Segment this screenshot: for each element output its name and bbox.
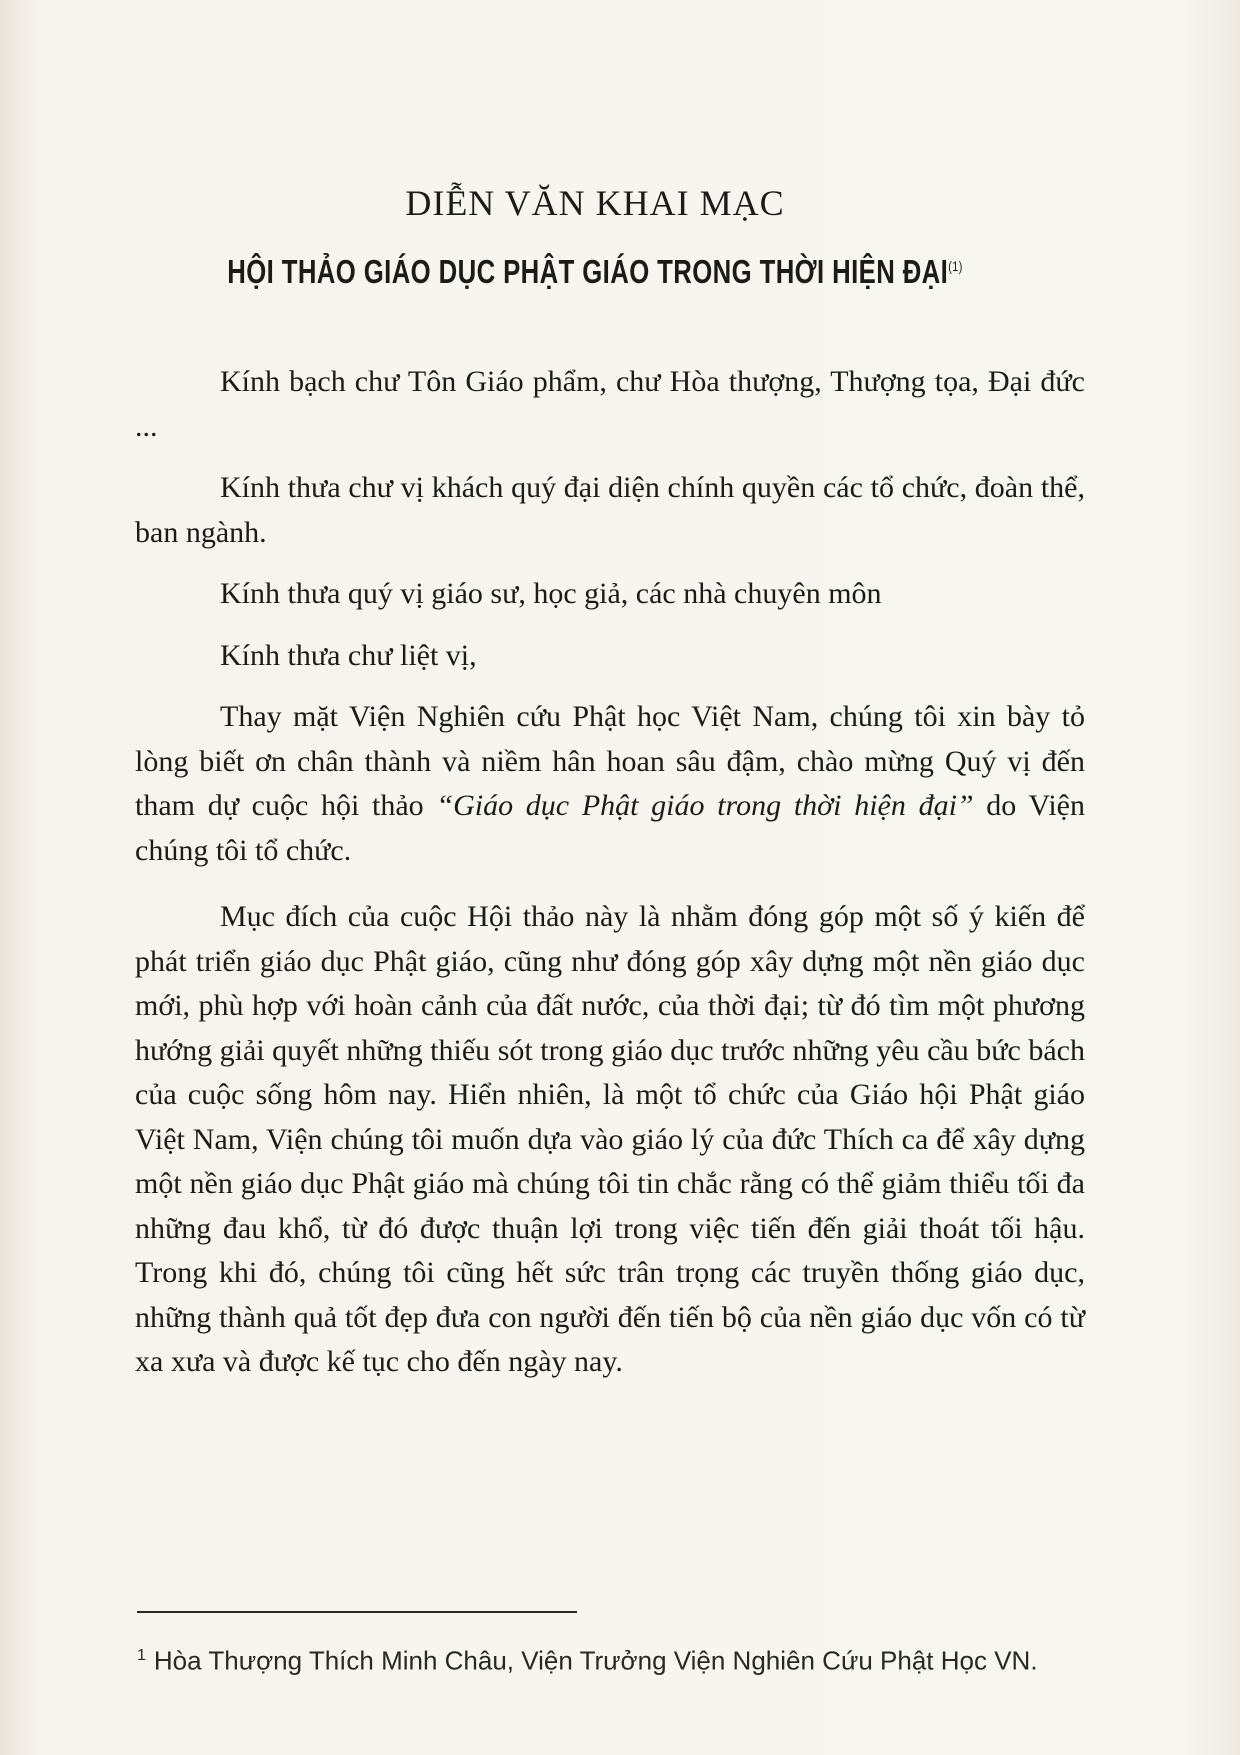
paragraph-greeting-1: Kính bạch chư Tôn Giáo phẩm, chư Hòa thượng, Thượng tọa, Đại đức ...	[135, 365, 1085, 443]
footnote-text: Hòa Thượng Thích Minh Châu, Viện Trưởng Viện Nghiên Cứu Phật Học VN.	[153, 1645, 1038, 1676]
footnote-ref: (1)	[948, 258, 963, 274]
footnote-marker: 1	[137, 1647, 146, 1664]
footnote-divider	[137, 1611, 577, 1613]
body-text	[135, 360, 1085, 1385]
welcome-text-end: do Viện chúng tôi tổ chức.	[135, 789, 1085, 867]
speech-title: DIỄN VĂN KHAI MẠC	[405, 183, 785, 223]
welcome-text-start: Thay mặt Viện Nghiên cứu Phật học Việt Nam, chúng tôi xin bày tỏ lòng biết ơn chân thành và niềm hân hoan sâu đậm, chào mừng Quý vị đến tham dự cuộc hội thảo	[135, 700, 1085, 822]
conference-title-text: HỘI THẢO GIÁO DỤC PHẬT GIÁO TRONG THỜI HIỆN ĐẠI	[227, 253, 949, 290]
paragraph-greeting-2: Kính thưa chư vị khách quý đại diện chính quyền các tổ chức, đoàn thể, ban ngành.	[135, 471, 1085, 549]
paragraph-welcome	[135, 695, 1085, 873]
paragraph-greeting-3: Kính thưa quý vị giáo sư, học giả, các nhà chuyên môn	[220, 577, 882, 610]
conference-name-italic: “Giáo dục Phật giáo trong thời hiện đại”	[436, 789, 974, 822]
conference-title	[131, 253, 1059, 291]
footnote	[137, 1636, 1087, 1681]
paragraph-purpose: Mục đích của cuộc Hội thảo này là nhằm đóng góp một số ý kiến để phát triển giáo dục Phật giáo, cũng như đóng góp xây dựng một nền giáo dục mới, phù hợp với hoàn cảnh của đất nước, của thời đại; từ đó tìm một phương hướng giải quyết những thiếu sót trong giáo dục trước những yêu cầu bức bách của cuộc sống hôm nay. Hiển nhiên, là một tổ chức của Giáo hội Phật giáo Việt Nam, Viện chúng tôi muốn dựa vào giáo lý của đức Thích ca để xây dựng một nền giáo dục Phật giáo mà chúng tôi tin chắc rằng có thể giảm thiểu tối đa những đau khổ, từ đó được thuận lợi trong việc tiến đến giải thoát tối hậu. Trong khi đó, chúng tôi cũng hết sức trân trọng các truyền thống giáo dục, những thành quả tốt đẹp đưa con người đến tiến bộ của nền giáo dục vốn có từ xa xưa và được kế tục cho đến ngày nay.	[135, 900, 1085, 1378]
paragraph-greeting-4: Kính thưa chư liệt vị,	[220, 638, 477, 672]
